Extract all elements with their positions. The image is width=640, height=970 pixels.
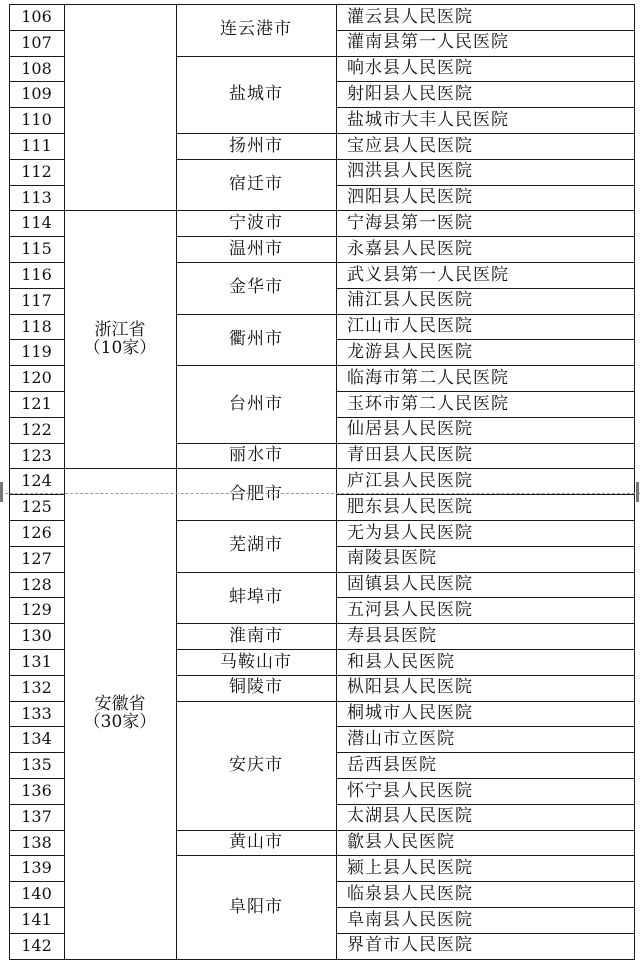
city-name: 宿迁市 (229, 174, 283, 195)
hospital-name: 临泉县人民医院 (347, 883, 473, 904)
row-number: 107 (21, 32, 52, 52)
hospital-name: 永嘉县人民医院 (347, 238, 473, 259)
page-edge-marker (636, 482, 639, 502)
hospital-name: 怀宁县人民医院 (347, 780, 473, 801)
city-name: 马鞍山市 (220, 651, 292, 672)
row-number: 137 (21, 806, 52, 826)
row-number: 134 (21, 729, 52, 749)
city-name: 金华市 (229, 277, 283, 298)
hospital-name: 盐城市大丰人民医院 (347, 109, 509, 130)
row-number: 131 (21, 652, 52, 672)
hospital-name: 仙居县人民医院 (347, 419, 473, 440)
hospital-name: 射阳县人民医院 (347, 83, 473, 104)
row-number: 115 (21, 239, 52, 259)
hospital-name: 无为县人民医院 (347, 522, 473, 543)
hospital-name: 江山市人民医院 (347, 316, 473, 337)
hospital-name: 青田县人民医院 (347, 445, 473, 466)
grid-line (336, 959, 635, 960)
hospital-name: 泗阳县人民医院 (347, 187, 473, 208)
hospital-name: 庐江县人民医院 (347, 470, 473, 491)
row-number: 113 (21, 187, 52, 207)
hospital-name: 浦江县人民医院 (347, 290, 473, 311)
hospital-name: 固镇县人民医院 (347, 574, 473, 595)
hospital-name: 桐城市人民医院 (347, 703, 473, 724)
grid-line (176, 959, 337, 960)
province-name (64, 468, 176, 958)
hospital-name: 阜南县人民医院 (347, 909, 473, 930)
hospital-name: 响水县人民医院 (347, 58, 473, 79)
hospital-name: 泗洪县人民医院 (347, 161, 473, 182)
hospital-name: 五河县人民医院 (347, 599, 473, 620)
city-name: 盐城市 (229, 83, 283, 104)
row-number: 132 (21, 677, 52, 697)
hospital-name: 肥东县人民医院 (347, 496, 473, 517)
city-name: 扬州市 (229, 135, 283, 156)
city-name: 安庆市 (229, 754, 283, 775)
hospital-name: 岳西县医院 (347, 754, 437, 775)
province-label: 安徽省 (94, 693, 146, 714)
row-number: 140 (21, 884, 52, 904)
hospital-name: 寿县县医院 (347, 625, 437, 646)
city-name: 连云港市 (220, 19, 292, 40)
row-number: 123 (21, 445, 52, 465)
city-name: 黄山市 (229, 832, 283, 853)
grid-line (64, 959, 177, 960)
city-name: 丽水市 (229, 445, 283, 466)
row-number: 111 (21, 136, 52, 156)
row-number: 117 (21, 290, 52, 310)
hospital-name: 歙县人民医院 (347, 832, 455, 853)
row-number: 130 (21, 626, 52, 646)
row-number: 106 (21, 7, 52, 27)
hospital-name: 界首市人民医院 (347, 935, 473, 956)
row-number: 109 (21, 84, 52, 104)
row-number: 125 (21, 497, 52, 517)
grid-line (9, 959, 65, 960)
row-number: 110 (21, 110, 52, 130)
city-name: 蚌埠市 (229, 587, 283, 608)
city-name: 铜陵市 (229, 677, 283, 698)
hospital-name: 宁海县第一医院 (347, 212, 473, 233)
row-number: 119 (21, 342, 52, 362)
page-break-line (0, 493, 640, 494)
row-number: 139 (21, 858, 52, 878)
row-number: 142 (21, 935, 52, 955)
hospital-name: 宝应县人民医院 (347, 135, 473, 156)
city-name: 阜阳市 (229, 896, 283, 917)
city-name: 衢州市 (229, 329, 283, 350)
row-number: 112 (21, 161, 52, 181)
city-name: 芜湖市 (229, 535, 283, 556)
city-name: 温州市 (229, 238, 283, 259)
row-number: 126 (21, 523, 52, 543)
row-number: 141 (21, 910, 52, 930)
row-number: 121 (21, 394, 52, 414)
page-edge-marker (0, 482, 3, 502)
hospital-name: 枞阳县人民医院 (347, 677, 473, 698)
province-count: （10家） (83, 338, 157, 359)
province-count: （30家） (83, 712, 157, 733)
row-number: 135 (21, 755, 52, 775)
hospital-name: 龙游县人民医院 (347, 341, 473, 362)
row-number: 138 (21, 832, 52, 852)
city-name: 合肥市 (229, 483, 283, 504)
row-number: 136 (21, 781, 52, 801)
city-name: 宁波市 (229, 212, 283, 233)
row-number: 129 (21, 600, 52, 620)
hospital-name: 南陵县医院 (347, 548, 437, 569)
province-name (64, 210, 176, 468)
city-name: 淮南市 (229, 625, 283, 646)
hospital-name: 灌云县人民医院 (347, 6, 473, 27)
hospital-name: 临海市第二人民医院 (347, 367, 509, 388)
city-name: 台州市 (229, 393, 283, 414)
row-number: 124 (21, 471, 52, 491)
hospital-name: 颍上县人民医院 (347, 857, 473, 878)
hospital-name: 灌南县第一人民医院 (347, 32, 509, 53)
hospital-name: 武义县第一人民医院 (347, 264, 509, 285)
row-number: 108 (21, 58, 52, 78)
hospital-name: 和县人民医院 (347, 651, 455, 672)
province-label: 浙江省 (94, 319, 146, 340)
row-number: 120 (21, 368, 52, 388)
hospital-name: 玉环市第二人民医院 (347, 393, 509, 414)
row-number: 122 (21, 419, 52, 439)
hospital-name: 潜山市立医院 (347, 728, 455, 749)
province-name (64, 4, 176, 210)
row-number: 127 (21, 548, 52, 568)
row-number: 116 (21, 265, 52, 285)
hospital-name: 太湖县人民医院 (347, 806, 473, 827)
row-number: 114 (21, 213, 52, 233)
row-number: 133 (21, 703, 52, 723)
row-number: 128 (21, 574, 52, 594)
row-number: 118 (21, 316, 52, 336)
